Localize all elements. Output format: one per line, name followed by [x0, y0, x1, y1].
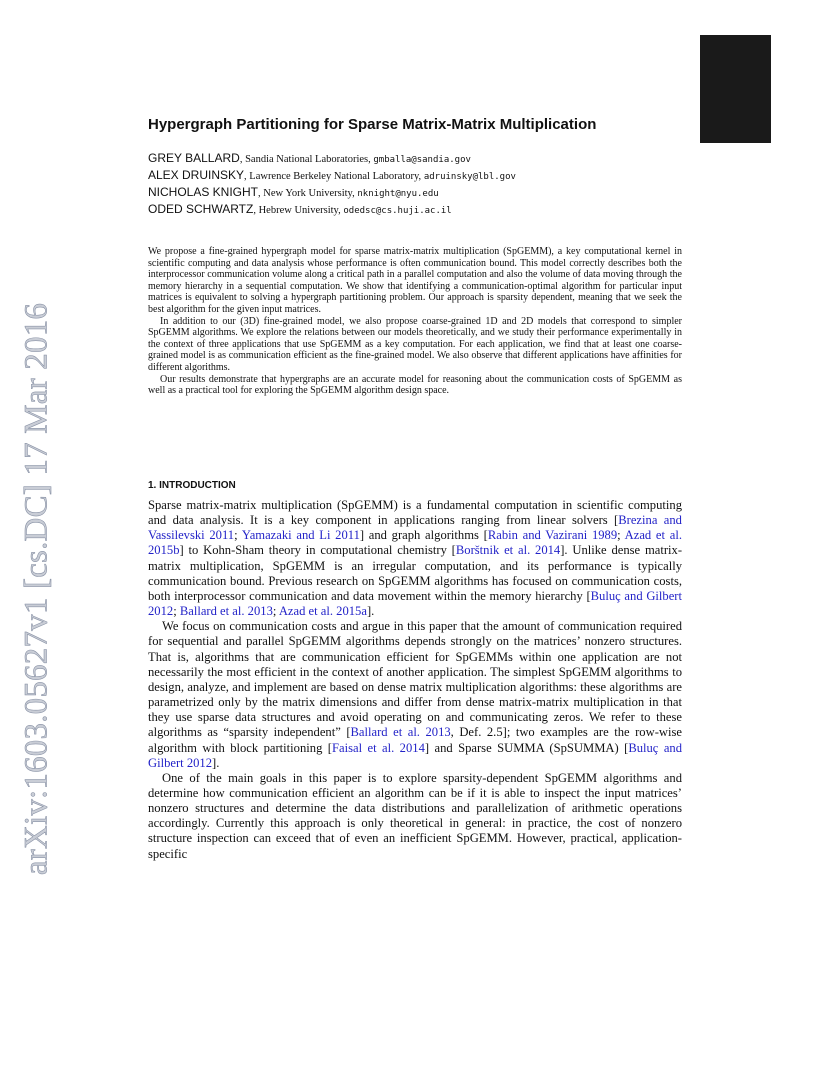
paragraph-text: ; [272, 604, 279, 619]
author-name: GREY BALLARD [148, 151, 240, 165]
author-entry [148, 151, 708, 168]
citation-link[interactable]: Buluç and Gilbert 2012 [148, 588, 682, 619]
header-black-tab [700, 35, 771, 143]
abstract-paragraph: In addition to our (3D) fine-grained model, we also propose coarse-grained 1D and 2D models that correspond to simpler SpGEMM algorithms. We explore the relations between our models theoretically, and we study their performance experimentally in the context of three applications that use SpGEMM as a key computation. For each application, we find that at least one coarse-grained model is as communication efficient as the fine-grained model. We also observe that different applications have affinities for different algorithms. [148, 315, 682, 373]
citation-link[interactable]: Yamazaki and Li 2011 [241, 528, 360, 543]
author-email[interactable]: gmballa@sandia.gov [373, 155, 471, 165]
introduction-body [148, 498, 682, 862]
paragraph-text: ]. Unlike dense matrix-matrix multiplication, SpGEMM is an irregular computation, and its performance is typically communication bound. Previous research on SpGEMM algorithms has focused on communication costs, both interprocessor communication and data movement within the memory hierarchy [ [148, 543, 683, 603]
arxiv-identifier-stamp[interactable]: arXiv:1603.05627v1 [cs.DC] 17 Mar 2016 [18, 302, 55, 876]
author-list [148, 151, 708, 219]
author-affiliation: , Lawrence Berkeley National Laboratory, [244, 171, 424, 182]
author-affiliation: , Sandia National Laboratories, [239, 154, 374, 165]
abstract-paragraph: We propose a fine-grained hypergraph model for sparse matrix-matrix multiplication (SpGEMM), a key computational kernel in scientific computing and data analysis whose performance is often communication bound. This model correctly describes both the interprocessor communication volume along a critical path in a parallel computation and also the volume of data moving through the memory hierarchy in a sequential computation. We show that identifying a communication-optimal algorithm for particular input matrices is equivalent to solving a hypergraph partitioning problem. Our approach is sparsity dependent, meaning that we seek the best algorithm for the given input matrices. [148, 246, 682, 315]
body-paragraph [148, 771, 682, 862]
citation-link[interactable]: Buluç and Gilbert 2012 [148, 740, 683, 770]
paper-title: Hypergraph Partitioning for Sparse Matrix-Matrix Multiplication [148, 116, 597, 133]
author-email[interactable]: odedsc@cs.huji.ac.il [343, 206, 452, 216]
author-name: NICHOLAS KNIGHT [148, 185, 259, 199]
paragraph-text: Sparse matrix-matrix multiplication (SpGEMM) is a fundamental computation in scientific computing and data analysis. It is a key component in applications ranging from linear solvers [ [148, 498, 682, 528]
author-email[interactable]: nknight@nyu.edu [357, 189, 439, 199]
paragraph-text: ] and graph algorithms [ [359, 528, 488, 543]
section-heading-introduction: 1. INTRODUCTION [148, 480, 236, 491]
paragraph-text: We focus on communication costs and argue in this paper that the amount of communication required for sequential and parallel SpGEMM algorithms depends strongly on the matrices’ nonzero structures. That is, algorithms that are communication efficient for SpGEMMs within one application are not necessarily the most efficient in the context of another application. The simplest SpGEMM algorithms to design, analyze, and implement are based on dense matrix multiplication algorithms: these algorithms are parametrized only by the matrix dimensions and differ from dense matrix-matrix multiplication in that they use sparse data structures and avoid operating on and communicating zeros. We refer to these algorithms as “sparsity independent” [ [148, 619, 682, 740]
body-paragraph [148, 619, 682, 771]
author-name: ALEX DRUINSKY [148, 168, 245, 182]
citation-link[interactable]: Rabin and Vazirani 1989 [487, 528, 618, 543]
paragraph-text: ] and Sparse SUMMA (SpSUMMA) [ [424, 740, 629, 755]
citation-link[interactable]: Ballard et al. 2013 [179, 604, 273, 619]
author-affiliation: , New York University, [258, 188, 358, 199]
paragraph-text: One of the main goals in this paper is to explore sparsity-dependent SpGEMM algorithms and determine how communication efficient an algorithm can be if it is able to inspect the input matrices’ nonzero structures and determine the data distributions and parallelization of arithmetic operations accordingly. Currently this approach is only theoretical in general: in practice, the cost of nonzero structure inspection can exceed that of even an inefficient SpGEMM. However, practical, application-specific [148, 770, 682, 861]
author-email[interactable]: adruinsky@lbl.gov [423, 172, 516, 182]
paragraph-text: ; [234, 528, 242, 543]
citation-link[interactable]: Faisal et al. 2014 [332, 740, 425, 755]
abstract-paragraph: Our results demonstrate that hypergraphs are an accurate model for reasoning about the communication costs of SpGEMM as well as a practical tool for exploring the SpGEMM algorithm design space. [148, 373, 682, 397]
citation-link[interactable]: Azad et al. 2015a [278, 604, 367, 619]
abstract [148, 246, 682, 397]
citation-link[interactable]: Borštnik et al. 2014 [455, 543, 561, 558]
author-entry [148, 185, 708, 202]
paragraph-text: ] to Kohn-Sham theory in computational chemistry [ [179, 543, 456, 558]
paragraph-text: ]. [366, 604, 375, 619]
paragraph-text: , Def. 2.5]; two examples are the row-wise algorithm with block partitioning [ [148, 725, 682, 755]
paragraph-text: ; [617, 528, 625, 543]
paragraph-text: ; [173, 604, 180, 619]
author-name: ODED SCHWARTZ [148, 202, 254, 216]
author-affiliation: , Hebrew University, [253, 205, 344, 216]
paragraph-text: ]. [212, 755, 220, 770]
citation-link[interactable]: Brezina and Vassilevski 2011 [148, 513, 682, 543]
citation-link[interactable]: Ballard et al. 2013 [350, 725, 451, 740]
author-entry [148, 168, 708, 185]
body-paragraph [148, 498, 682, 619]
citation-link[interactable]: Azad et al. 2015b [148, 528, 682, 558]
author-entry [148, 202, 708, 219]
